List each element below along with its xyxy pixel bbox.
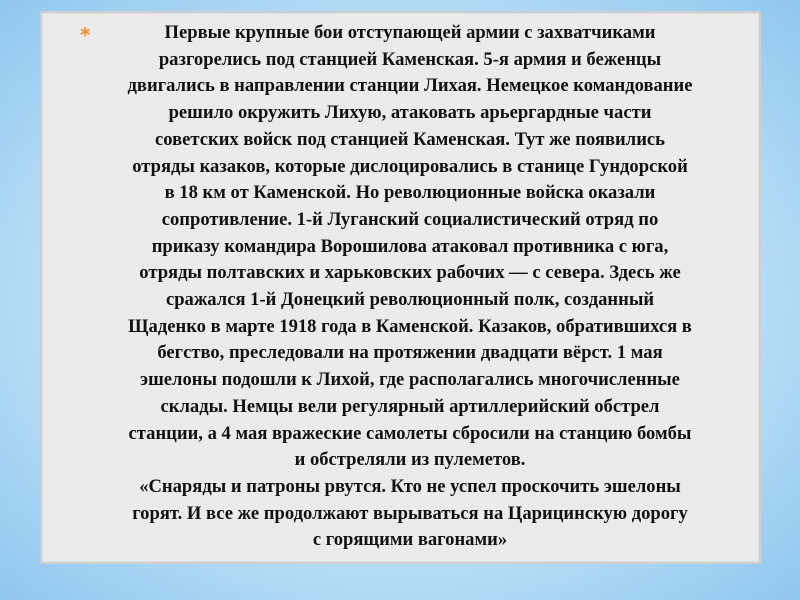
- text-line: склады. Немцы вели регулярный артиллерийский обстрел: [160, 395, 660, 417]
- text-line: эшелоны подошли к Лихой, где располагались многочисленные: [140, 369, 680, 391]
- text-line: Первые крупные бои отступающей армии с захватчиками: [164, 22, 656, 43]
- text-line: отряды казаков, которые дислоцировались в станице Гундорской: [132, 155, 688, 177]
- text-line: сражался 1-й Донецкий революционный полк, созданный: [165, 289, 655, 311]
- text-line: сопротивление. 1-й Луганский социалистический отряд по: [161, 208, 659, 230]
- text-line: в 18 км от Каменской. Но революционные войска оказали: [164, 182, 656, 204]
- text-line: решило окружить Лихую, атаковать арьергардные части: [168, 102, 652, 124]
- text-line: Щаденко в марте 1918 года в Каменской. Казаков, обратившихся в: [128, 315, 692, 337]
- quote-line: горят. И все же продолжают вырываться на Царицинскую дорогу: [132, 502, 688, 524]
- text-line: приказу командира Ворошилова атаковал противника с юга,: [151, 235, 669, 257]
- quote-line: с горящими вагонами»: [312, 529, 508, 551]
- bullet-star-icon: *: [80, 23, 91, 47]
- slide-body-text: [58, 20, 762, 554]
- text-line: двигались в направлении станции Лихая. Немецкое командование: [127, 75, 693, 97]
- quote-line: «Снаряды и патроны рвутся. Кто не успел проскочить эшелоны: [139, 475, 681, 497]
- text-line: отряды полтавских и харьковских рабочих — с севера. Здесь же: [139, 262, 681, 284]
- text-line: разгорелись под станцией Каменская. 5-я армия и беженцы: [158, 48, 662, 70]
- text-line: советских войск под станцией Каменская. Тут же появились: [155, 128, 665, 150]
- text-line: и обстреляли из пулеметов.: [294, 449, 526, 471]
- text-line: бегство, преследовали на протяжении двадцати вёрст. 1 мая: [157, 342, 663, 364]
- text-line: станции, а 4 мая вражеские самолеты сбросили на станцию бомбы: [128, 422, 692, 444]
